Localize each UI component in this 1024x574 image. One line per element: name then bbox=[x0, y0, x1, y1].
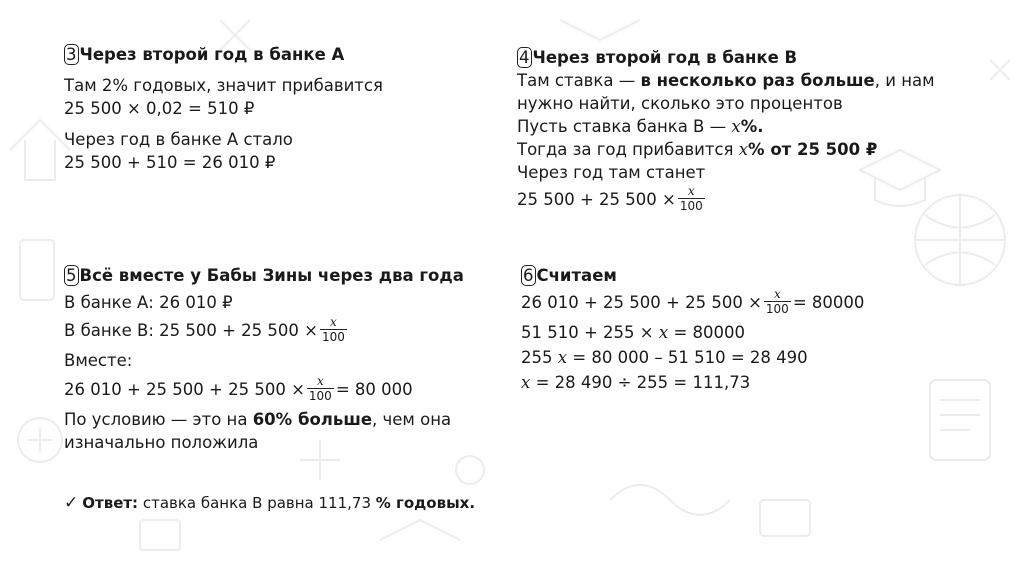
section-3-heading bbox=[64, 43, 383, 66]
step-number: 3 bbox=[66, 45, 77, 64]
section-5 bbox=[64, 264, 464, 454]
fraction: $\frac{\text{𝑥}}{100}$ bbox=[321, 315, 345, 344]
formula-line: 𝑥 = 28 490 ÷ 255 = 111,73 bbox=[521, 373, 751, 392]
text-line: Вместе: bbox=[64, 351, 133, 370]
step-number: 6 bbox=[523, 266, 534, 285]
text-line: Через год там станет bbox=[517, 163, 706, 182]
section-title: Через второй год в банке В bbox=[532, 48, 798, 67]
formula-line: 26 010 + 25 500 + 25 500 × $\frac{\text{𝑥}}{100}$ = 80000 bbox=[521, 287, 865, 316]
text-line: изначально положила bbox=[64, 433, 259, 452]
text-line: По условию — это на 60% больше, чем она bbox=[64, 410, 452, 429]
section-4-heading bbox=[517, 46, 935, 69]
section-title: Через второй год в банке А bbox=[79, 45, 345, 64]
text-line: Пусть ставка банка В — 𝑥%. bbox=[517, 117, 764, 136]
section-5-heading bbox=[64, 264, 464, 287]
formula-line: 25 500 + 25 500 × $\frac{\text{𝑥}}{100}$ bbox=[517, 184, 703, 213]
section-4 bbox=[517, 46, 935, 216]
section-title: Считаем bbox=[536, 266, 617, 285]
answer-tail: % годовых. bbox=[375, 494, 476, 512]
fraction: $\frac{\text{𝑥}}{100}$ bbox=[308, 374, 332, 403]
text-line: Через год в банке А стало bbox=[64, 130, 293, 149]
answer-label: Ответ: bbox=[82, 494, 139, 512]
formula-line: В банке В: 25 500 + 25 500 × $\frac{\text{𝑥}}{100}$ bbox=[64, 315, 345, 344]
formula-line: 26 010 + 25 500 + 25 500 × $\frac{\text{𝑥}}{100}$ = 80 000 bbox=[64, 374, 413, 403]
text-line: 25 500 + 510 = 26 010 ₽ bbox=[64, 153, 276, 172]
fraction: $\frac{\text{𝑥}}{100}$ bbox=[679, 184, 703, 213]
text-line: нужно найти, сколько это процентов bbox=[517, 94, 843, 113]
section-3 bbox=[64, 43, 383, 174]
text-line: Тогда за год прибавится 𝑥% от 25 500 ₽ bbox=[517, 140, 878, 159]
fraction: $\frac{\text{𝑥}}{100}$ bbox=[765, 287, 789, 316]
step-number: 4 bbox=[519, 48, 530, 67]
answer-line bbox=[64, 493, 475, 513]
step-number: 5 bbox=[66, 266, 77, 285]
text-line: Там ставка — в несколько раз больше, и нам bbox=[517, 71, 935, 90]
formula-line: 255 𝑥 = 80 000 – 51 510 = 28 490 bbox=[521, 348, 808, 367]
section-title: Всё вместе у Бабы Зины через два года bbox=[79, 266, 464, 285]
answer-text: ставка банка В равна 111,73 bbox=[138, 494, 376, 512]
section-6 bbox=[521, 264, 864, 394]
checkmark-icon: ✓ bbox=[64, 493, 79, 513]
text-line: 25 500 × 0,02 = 510 ₽ bbox=[64, 99, 255, 118]
text-line: Там 2% годовых, значит прибавится bbox=[64, 76, 383, 95]
formula-line: 51 510 + 255 × 𝑥 = 80000 bbox=[521, 323, 745, 342]
text-line: В банке А: 26 010 ₽ bbox=[64, 293, 233, 312]
section-6-heading bbox=[521, 264, 864, 287]
